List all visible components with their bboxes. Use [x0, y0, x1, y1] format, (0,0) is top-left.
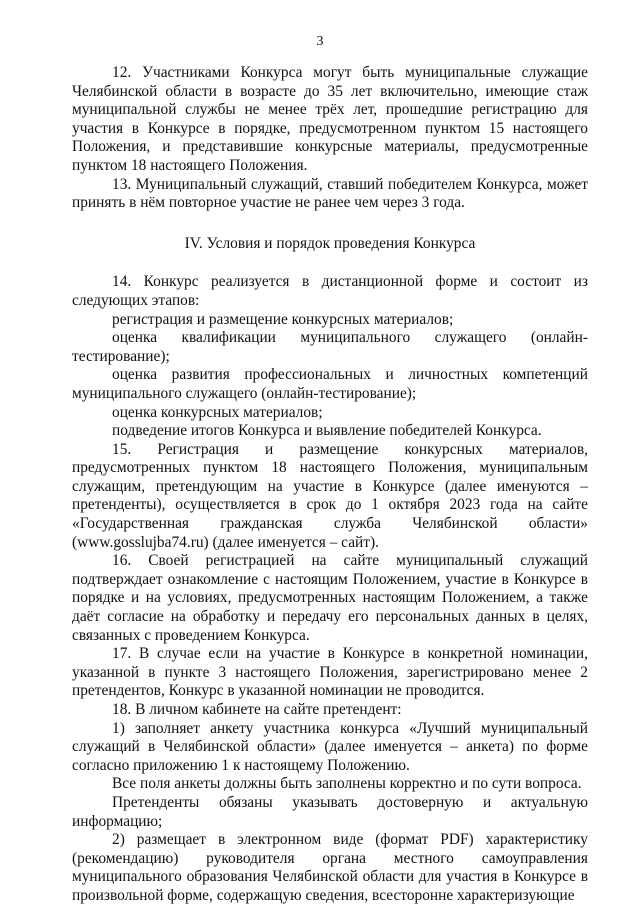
paragraph-18-note: Претенденты обязаны указывать достоверную и актуальную информацию; — [72, 793, 588, 830]
paragraph-13: 13. Муниципальный служащий, ставший победителем Конкурса, может принять в нём повторное участие не ранее чем через 3 года. — [72, 175, 588, 212]
paragraph-18-item-2: 2) размещает в электронном виде (формат PDF) характеристику (рекомендацию) руководителя органа местного самоуправления муниципального образования Челябинской области для участия в Конкурсе в произвольной форме, содержащую сведения, всесторонне характеризующие — [72, 831, 588, 904]
paragraph-16: 16. Своей регистрацией на сайте муниципальный служащий подтверждает ознакомление с настоящим Положением, участие в Конкурсе в порядке и на условиях, предусмотренных настоящим Положением, а также даёт согласие на обработку и передачу его персональных данных в целях, связанных с проведением Конкурса. — [72, 552, 588, 644]
paragraph-18-note: Все поля анкеты должны быть заполнены корректно и по сути вопроса. — [112, 775, 582, 793]
stage-item: оценка развития профессиональных и личностных компетенций муниципального служащего (онлайн-тестирование); — [72, 366, 588, 402]
paragraph-14: 14. Конкурс реализуется в дистанционной форме и состоит из следующих этапов: — [72, 273, 588, 309]
paragraph-17: 17. В случае если на участие в Конкурсе в конкретной номинации, указанной в пункте 3 настоящего Положения, зарегистрировано менее 2 претендентов, Конкурс в указанной номинации не проводится. — [72, 645, 588, 700]
paragraph-18-item-1: 1) заполняет анкету участника конкурса «Лучший муниципальный служащий в Челябинской области» (далее именуется – анкета) по форме согласно приложению 1 к настоящему Положению. — [72, 719, 588, 774]
section-heading: IV. Условия и порядок проведения Конкурса — [184, 234, 476, 252]
document-body — [72, 64, 588, 906]
stage-item: регистрация и размещение конкурсных материалов; — [112, 310, 454, 328]
stage-item: оценка конкурсных материалов; — [112, 403, 323, 421]
stage-item: подведение итогов Конкурса и выявление победителей Конкурса. — [112, 422, 542, 440]
stage-item: оценка квалификации муниципального служащего (онлайн-тестирование); — [72, 329, 588, 365]
paragraph-12: 12. Участниками Конкурса могут быть муниципальные служащие Челябинской области в возрасте до 35 лет включительно, имеющие стаж муниципальной службы не менее трёх лет, прошедшие регистрацию для участия в Конкурсе в порядке, предусмотренном пунктом 15 настоящего Положения, и представившие конкурсные материалы, предусмотренные пунктом 18 настоящего Положения. — [72, 64, 588, 174]
paragraph-18: 18. В личном кабинете на сайте претендент: — [112, 701, 402, 718]
paragraph-15: 15. Регистрация и размещение конкурсных материалов, предусмотренных пунктом 18 настоящего Положения, муниципальным служащим, претендующим на участие в Конкурсе (далее именуются – претенденты), осуществляется в срок до 1 октября 2023 года на сайте «Государственная гражданская служба Челябинской области» (www.gosslujba74.ru) (далее именуется – сайт). — [72, 440, 588, 551]
page-number: 3 — [316, 34, 324, 49]
